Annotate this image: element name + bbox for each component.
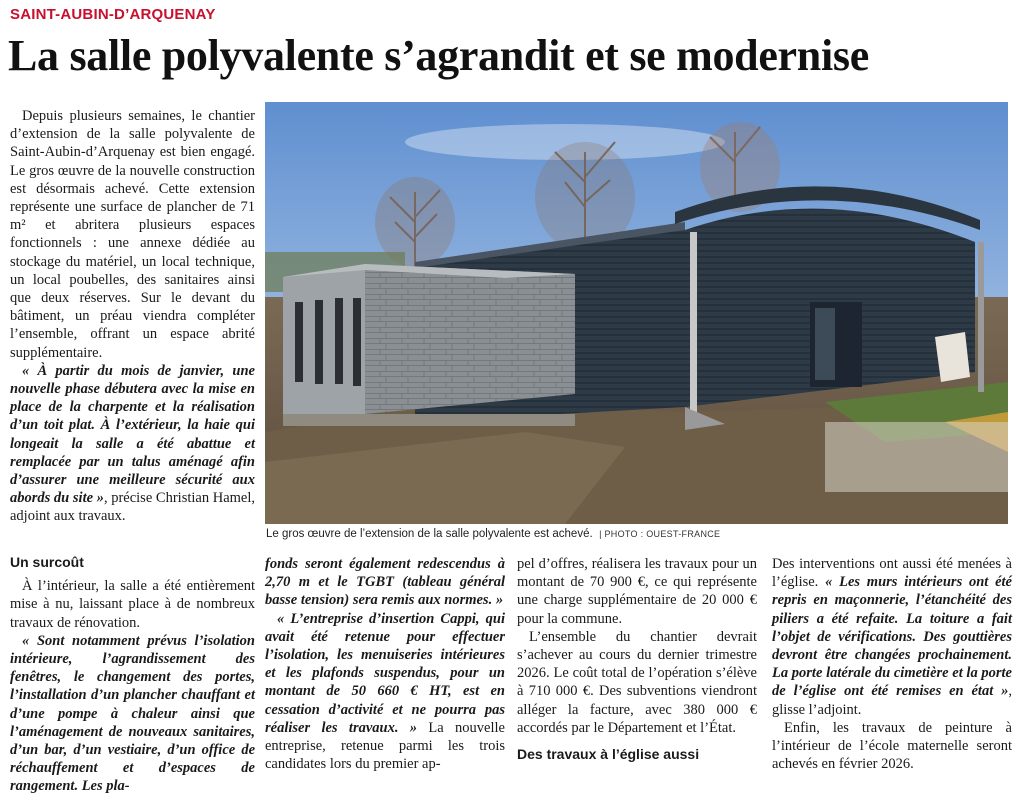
quote-attribution: , précise Christian Hamel, adjoint aux travaux. bbox=[10, 490, 255, 525]
paragraph-church bbox=[772, 555, 1012, 719]
article-title: La salle polyvalente s’agrandit et se modernise bbox=[8, 31, 869, 80]
building-photo bbox=[265, 102, 1008, 524]
paragraph-quote-4 bbox=[265, 610, 505, 774]
section-kicker: SAINT-AUBIN-D’ARQUENAY bbox=[10, 6, 216, 23]
paragraph-quote-2: « Sont notamment prévus l’isolation intérieure, l’agrandissement des fenêtres, le changement des portes, l’installation d’un plancher chauffant et d’une pompe à chaleur ainsi que l’aménagement de nouveaux sanitaires, d’un bar, d’un vestiaire, d’un office de réchauffement et d’espaces de rangement. Les pla- bbox=[10, 632, 255, 795]
subheading-eglise: Des travaux à l’église aussi bbox=[517, 746, 700, 763]
church-attribution: , glisse l’adjoint. bbox=[772, 683, 1012, 718]
column-2 bbox=[265, 555, 505, 773]
paragraph-interior: À l’intérieur, la salle a été entièrement mise à nu, laissant place à de nombreux travaux de rénovation. bbox=[10, 578, 255, 631]
column-3 bbox=[517, 555, 757, 769]
paragraph-intro: Depuis plusieurs semaines, le chantier d’extension de la salle polyvalente de Saint-Aubin-d’Arquenay est bien engagé. Le gros œuvre de la nouvelle construction est désormais achevé. Cette extension représente une surface de plancher de 71 m² et abritera plusieurs espaces fonctionnels : une annexe dédiée au stockage du matériel, un local technique, un local poubelles, des sanitaires ainsi que deux réserves. Sur le devant du bâtiment, un préau viendra compléter l’ensemble, offrant un espace abrité supplémentaire. bbox=[10, 108, 255, 361]
photo-caption bbox=[266, 528, 1008, 540]
quote-cappi: « L’entreprise d’insertion Cappi, qui avait été retenue pour effectuer l’isolation, les menuiseries intérieures et les plafonds suspendus, pour un montant de 50 660 € HT, est en cessation d’activité et ne pourra pas réaliser les travaux. » bbox=[265, 610, 505, 736]
paragraph-cost: L’ensemble du chantier devrait s’achever au cours du dernier trimestre 2026. Le coût total de l’opération s’élève à 710 000 €. Des subventions viendront alléger la facture, avec 380 000 € accordés par le Département et l’État. bbox=[517, 628, 757, 736]
column-4 bbox=[772, 555, 1012, 773]
paragraph-new-company: La nouvelle entreprise, retenue parmi les trois candidates lors du premier ap- bbox=[265, 719, 505, 773]
paragraph-offer: pel d’offres, réalisera les travaux pour un montant de 70 900 €, ce qui représente une charge supplémentaire de 20 000 € pour la commune. bbox=[517, 556, 757, 627]
caption-text: Le gros œuvre de l’extension de la salle polyvalente est achevé. bbox=[266, 528, 593, 540]
church-intro: Des interventions ont aussi été menées à l’église. bbox=[772, 556, 1012, 591]
subheading-surcout: Un surcoût bbox=[10, 554, 84, 570]
photo-credit: | PHOTO : OUEST-FRANCE bbox=[599, 529, 721, 539]
paragraph-school: Enfin, les travaux de peinture à l’intérieur de l’école maternelle seront achevés en février 2026. bbox=[772, 719, 1012, 773]
column-1-lower bbox=[10, 553, 255, 796]
column-1 bbox=[10, 107, 255, 526]
paragraph-quote-1 bbox=[10, 362, 255, 526]
article-photo bbox=[265, 102, 1008, 524]
paragraph-quote-3: fonds seront également redescendus à 2,70 m et le TGBT (tableau général basse tension) sera remis aux normes. » bbox=[265, 556, 505, 609]
church-quote: « Les murs intérieurs ont été repris en maçonnerie, l’étanchéité des piliers a été refaite. La toiture a fait l’objet de vérifications. Des gouttières devront être changées prochainement. La porte latérale du cimetière et la porte de l’église ont été remises en état » bbox=[772, 574, 1012, 700]
quote-text: « À partir du mois de janvier, une nouvelle phase débutera avec la mise en place de la charpente et la réalisation d’un toit plat. À l’extérieur, la haie qui longeait la salle a été abattue et remplacée par un talus aménagé afin d’assurer une meilleure sécurité aux abords du site » bbox=[10, 362, 255, 507]
